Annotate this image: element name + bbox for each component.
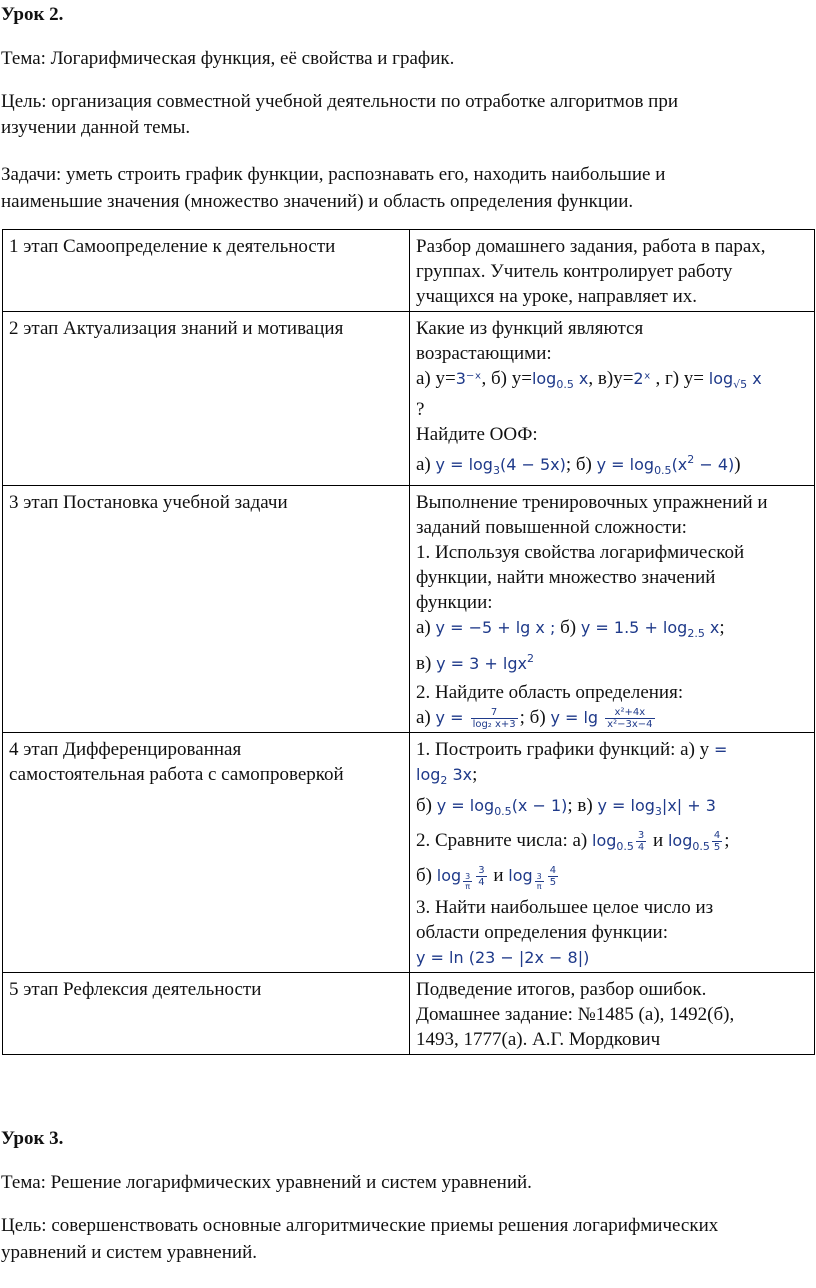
conjunction: и <box>488 865 509 887</box>
table-row <box>3 230 815 312</box>
option-b-label: б) <box>555 617 581 638</box>
option-v-label: в) <box>416 653 437 674</box>
domain-options <box>416 705 808 730</box>
fraction-numerator: 7 <box>471 707 518 719</box>
formula-part: 3x <box>447 765 473 785</box>
desc-line: заданий повышенной сложности: <box>416 517 687 538</box>
fraction <box>471 707 518 730</box>
fraction <box>476 865 486 888</box>
formula-part: log <box>667 831 693 851</box>
desc-line: Разбор домашнего задания, работа в парах, <box>416 236 766 257</box>
desc-cell <box>410 486 815 733</box>
desc-line: 3. Найти наибольшее целое число из <box>416 897 714 919</box>
option-b-label: ; б) <box>565 454 597 475</box>
formula-part: y = log <box>436 796 495 816</box>
formula <box>436 865 489 892</box>
lesson2-goal-line2: изучении данной темы. <box>1 117 191 138</box>
formula-base: 2 <box>440 774 448 788</box>
formula <box>592 830 648 854</box>
formula <box>596 453 735 477</box>
formula-part: (x <box>671 455 688 474</box>
fraction <box>712 830 722 853</box>
domain-options <box>416 447 808 483</box>
stage-label: 3 этап Постановка учебной задачи <box>9 492 288 513</box>
fraction <box>636 830 646 853</box>
formula-part: x <box>747 369 762 388</box>
lesson-stages-table <box>2 229 815 1055</box>
closing-paren: ) <box>734 454 741 475</box>
formula: y = ln (23 − |2x − 8|) <box>416 948 590 968</box>
option-a-label: а) у= <box>416 368 456 389</box>
compare-task <box>416 828 808 859</box>
formula-base: 0.5 <box>654 464 672 477</box>
stage-cell <box>3 733 410 973</box>
formula-part: log <box>416 765 441 785</box>
formula-base: 2.5 <box>687 627 705 640</box>
formula-base: 0.5 <box>616 840 634 854</box>
fraction-numerator: 4 <box>713 830 721 842</box>
graph-options <box>416 793 808 824</box>
stage-label: 4 этап Дифференцированная <box>9 739 242 761</box>
formula-base: 3 <box>492 464 500 477</box>
option-v-label: , в)у= <box>588 368 634 389</box>
desc-line: 1493, 1777(а). А.Г. Мордкович <box>416 1029 661 1051</box>
stage-cell <box>3 486 410 733</box>
formula-part: − 4) <box>694 455 735 474</box>
formula-part: y = 1.5 + log <box>580 618 688 637</box>
semicolon: ; <box>724 830 730 852</box>
fraction-numerator: 4 <box>549 865 557 877</box>
formula-base: 0.5 <box>692 840 710 854</box>
option-v-label: ; в) <box>567 795 598 817</box>
semicolon: ; <box>472 764 478 786</box>
fraction <box>548 865 558 888</box>
desc-line: функции: <box>416 592 493 613</box>
desc-line: 2. Найдите область определения: <box>416 682 684 703</box>
fraction-base <box>463 872 472 891</box>
desc-line: Какие из функций являются <box>416 318 644 339</box>
formula <box>416 765 473 788</box>
fraction-denominator: 4 <box>637 842 645 854</box>
stage-label: 2 этап Актуализация знаний и мотивация <box>9 318 344 339</box>
formula-base: 0.5 <box>494 805 512 819</box>
desc-line: возрастающими: <box>416 343 552 364</box>
option-g-label: , г) у= <box>650 368 709 389</box>
fraction-numerator: 3 <box>536 872 542 882</box>
formula <box>436 796 568 819</box>
formula <box>597 796 716 819</box>
formula-part: log <box>708 369 734 388</box>
semicolon: ; <box>719 617 725 638</box>
lesson2-goal-line1: Цель: организация совместной учебной деятельности по отработке алгоритмов при <box>1 91 678 112</box>
range-options <box>416 615 808 646</box>
desc-cell <box>410 973 815 1055</box>
formula <box>667 830 724 854</box>
desc-line: Домашнее задание: №1485 (а), 1492(б), <box>416 1004 735 1026</box>
question-mark: ? <box>416 399 425 420</box>
desc-line: области определения функции: <box>416 922 668 944</box>
option-a-label: а) <box>416 707 436 728</box>
stage-label: 1 этап Самоопределение к деятельности <box>9 236 336 257</box>
fraction-base <box>535 872 544 891</box>
stage-cell <box>3 312 410 486</box>
formula-part: |x| + 3 <box>661 796 716 816</box>
desc-line: группах. Учитель контролирует работу <box>416 261 733 282</box>
stage-cell <box>3 973 410 1055</box>
formula: y = <box>435 708 469 727</box>
desc-text: 2. Сравните числа: а) <box>416 830 593 852</box>
option-a-label: а) <box>416 454 436 475</box>
desc-line: 1. Используя свойства логарифмической <box>416 542 745 563</box>
fraction-numerator: 3 <box>465 872 471 882</box>
formula-exponent: 2 <box>526 652 534 665</box>
formula-base: √5 <box>733 378 748 391</box>
formula <box>435 455 566 477</box>
desc-line: учащихся на уроке, направляет их. <box>416 286 698 307</box>
formula-part: log <box>508 866 533 886</box>
formula <box>436 654 534 673</box>
fraction-denominator: x²−3x−4 <box>607 719 653 731</box>
desc-line: Подведение итогов, разбор ошибок. <box>416 979 707 1001</box>
table-row <box>3 486 815 733</box>
formula-part: x <box>573 369 589 388</box>
fraction-denominator: 4 <box>478 877 485 889</box>
lesson3-topic: Тема: Решение логарифмических уравнений и систем уравнений. <box>1 1172 532 1193</box>
lesson2-topic: Тема: Логарифмическая функция, её свойства и график. <box>1 48 455 69</box>
formula: 2ˣ <box>633 369 651 388</box>
increasing-options <box>416 366 808 397</box>
desc-cell <box>410 312 815 486</box>
desc-line: Выполнение тренировочных упражнений и <box>416 492 768 513</box>
compare-task-b <box>416 863 808 891</box>
lesson2-tasks-line2: наименьшие значения (множество значений) и область определения функции. <box>1 191 634 212</box>
table-row <box>3 733 815 973</box>
desc-cell <box>410 230 815 312</box>
fraction-denominator: log₂ x+3 <box>472 719 516 731</box>
formula: y = lg <box>550 708 604 727</box>
lesson3-goal-line2: уравнений и систем уравнений. <box>1 1242 257 1263</box>
conjunction: и <box>648 830 668 852</box>
formula: y = −5 + lg x ; <box>435 618 556 637</box>
stage-cell <box>3 230 410 312</box>
graph-task <box>416 737 808 762</box>
formula-base: 0.5 <box>556 378 574 391</box>
fraction-denominator: 5 <box>713 842 721 854</box>
lesson2-title: Урок 2. <box>1 4 64 25</box>
fraction <box>605 707 654 730</box>
formula <box>508 865 560 892</box>
formula-part: x <box>704 618 720 637</box>
table-row <box>3 973 815 1055</box>
formula-part: log <box>592 831 617 851</box>
formula-part: y = log <box>597 796 655 816</box>
desc-line: функции, найти множество значений <box>416 567 716 588</box>
lesson2-tasks-line1: Задачи: уметь строить график функции, распознавать его, находить наибольшие и <box>1 164 666 185</box>
desc-cell <box>410 733 815 973</box>
lesson3-goal-line1: Цель: совершенствовать основные алгоритмические приемы решения логарифмических <box>1 1215 719 1236</box>
range-option-v <box>416 646 808 676</box>
stage-label: самостоятельная работа с самопроверкой <box>9 764 344 786</box>
formula-part: log <box>531 369 557 388</box>
fraction-numerator: 3 <box>478 865 485 877</box>
option-b-label: , б) у= <box>481 368 532 389</box>
formula <box>708 369 762 391</box>
table-row <box>3 312 815 486</box>
desc-line: Найдите ООФ: <box>416 424 538 445</box>
formula-exponent: 2 <box>687 453 695 466</box>
graph-task-formula <box>416 762 808 793</box>
formula: 3⁻ˣ <box>455 369 482 388</box>
formula-base: 3 <box>654 805 662 819</box>
formula: = <box>713 740 728 760</box>
option-b-label: б) <box>416 795 437 817</box>
fraction-denominator: 5 <box>549 877 557 889</box>
formula-part: y = 3 + lgx <box>436 654 527 673</box>
lesson3-title: Урок 3. <box>1 1128 64 1149</box>
fraction-numerator: 3 <box>637 830 645 842</box>
formula-part: (x − 1) <box>511 796 568 816</box>
formula-part: (4 − 5x) <box>499 455 566 474</box>
fraction-denominator: π <box>465 882 471 892</box>
fraction-numerator: x²+4x <box>605 707 654 719</box>
fraction-denominator: π <box>536 882 542 892</box>
option-b-label: б) <box>416 865 437 887</box>
formula <box>531 369 589 391</box>
option-b-label: ; б) <box>519 707 551 728</box>
stage-label: 5 этап Рефлексия деятельности <box>9 979 262 1001</box>
option-a-label: а) <box>416 617 436 638</box>
formula <box>580 618 720 640</box>
formula-part: y = log <box>435 455 493 474</box>
desc-text: 1. Построить графики функций: а) у <box>416 739 714 761</box>
formula-part: log <box>436 866 462 886</box>
formula-part: y = log <box>596 455 655 474</box>
